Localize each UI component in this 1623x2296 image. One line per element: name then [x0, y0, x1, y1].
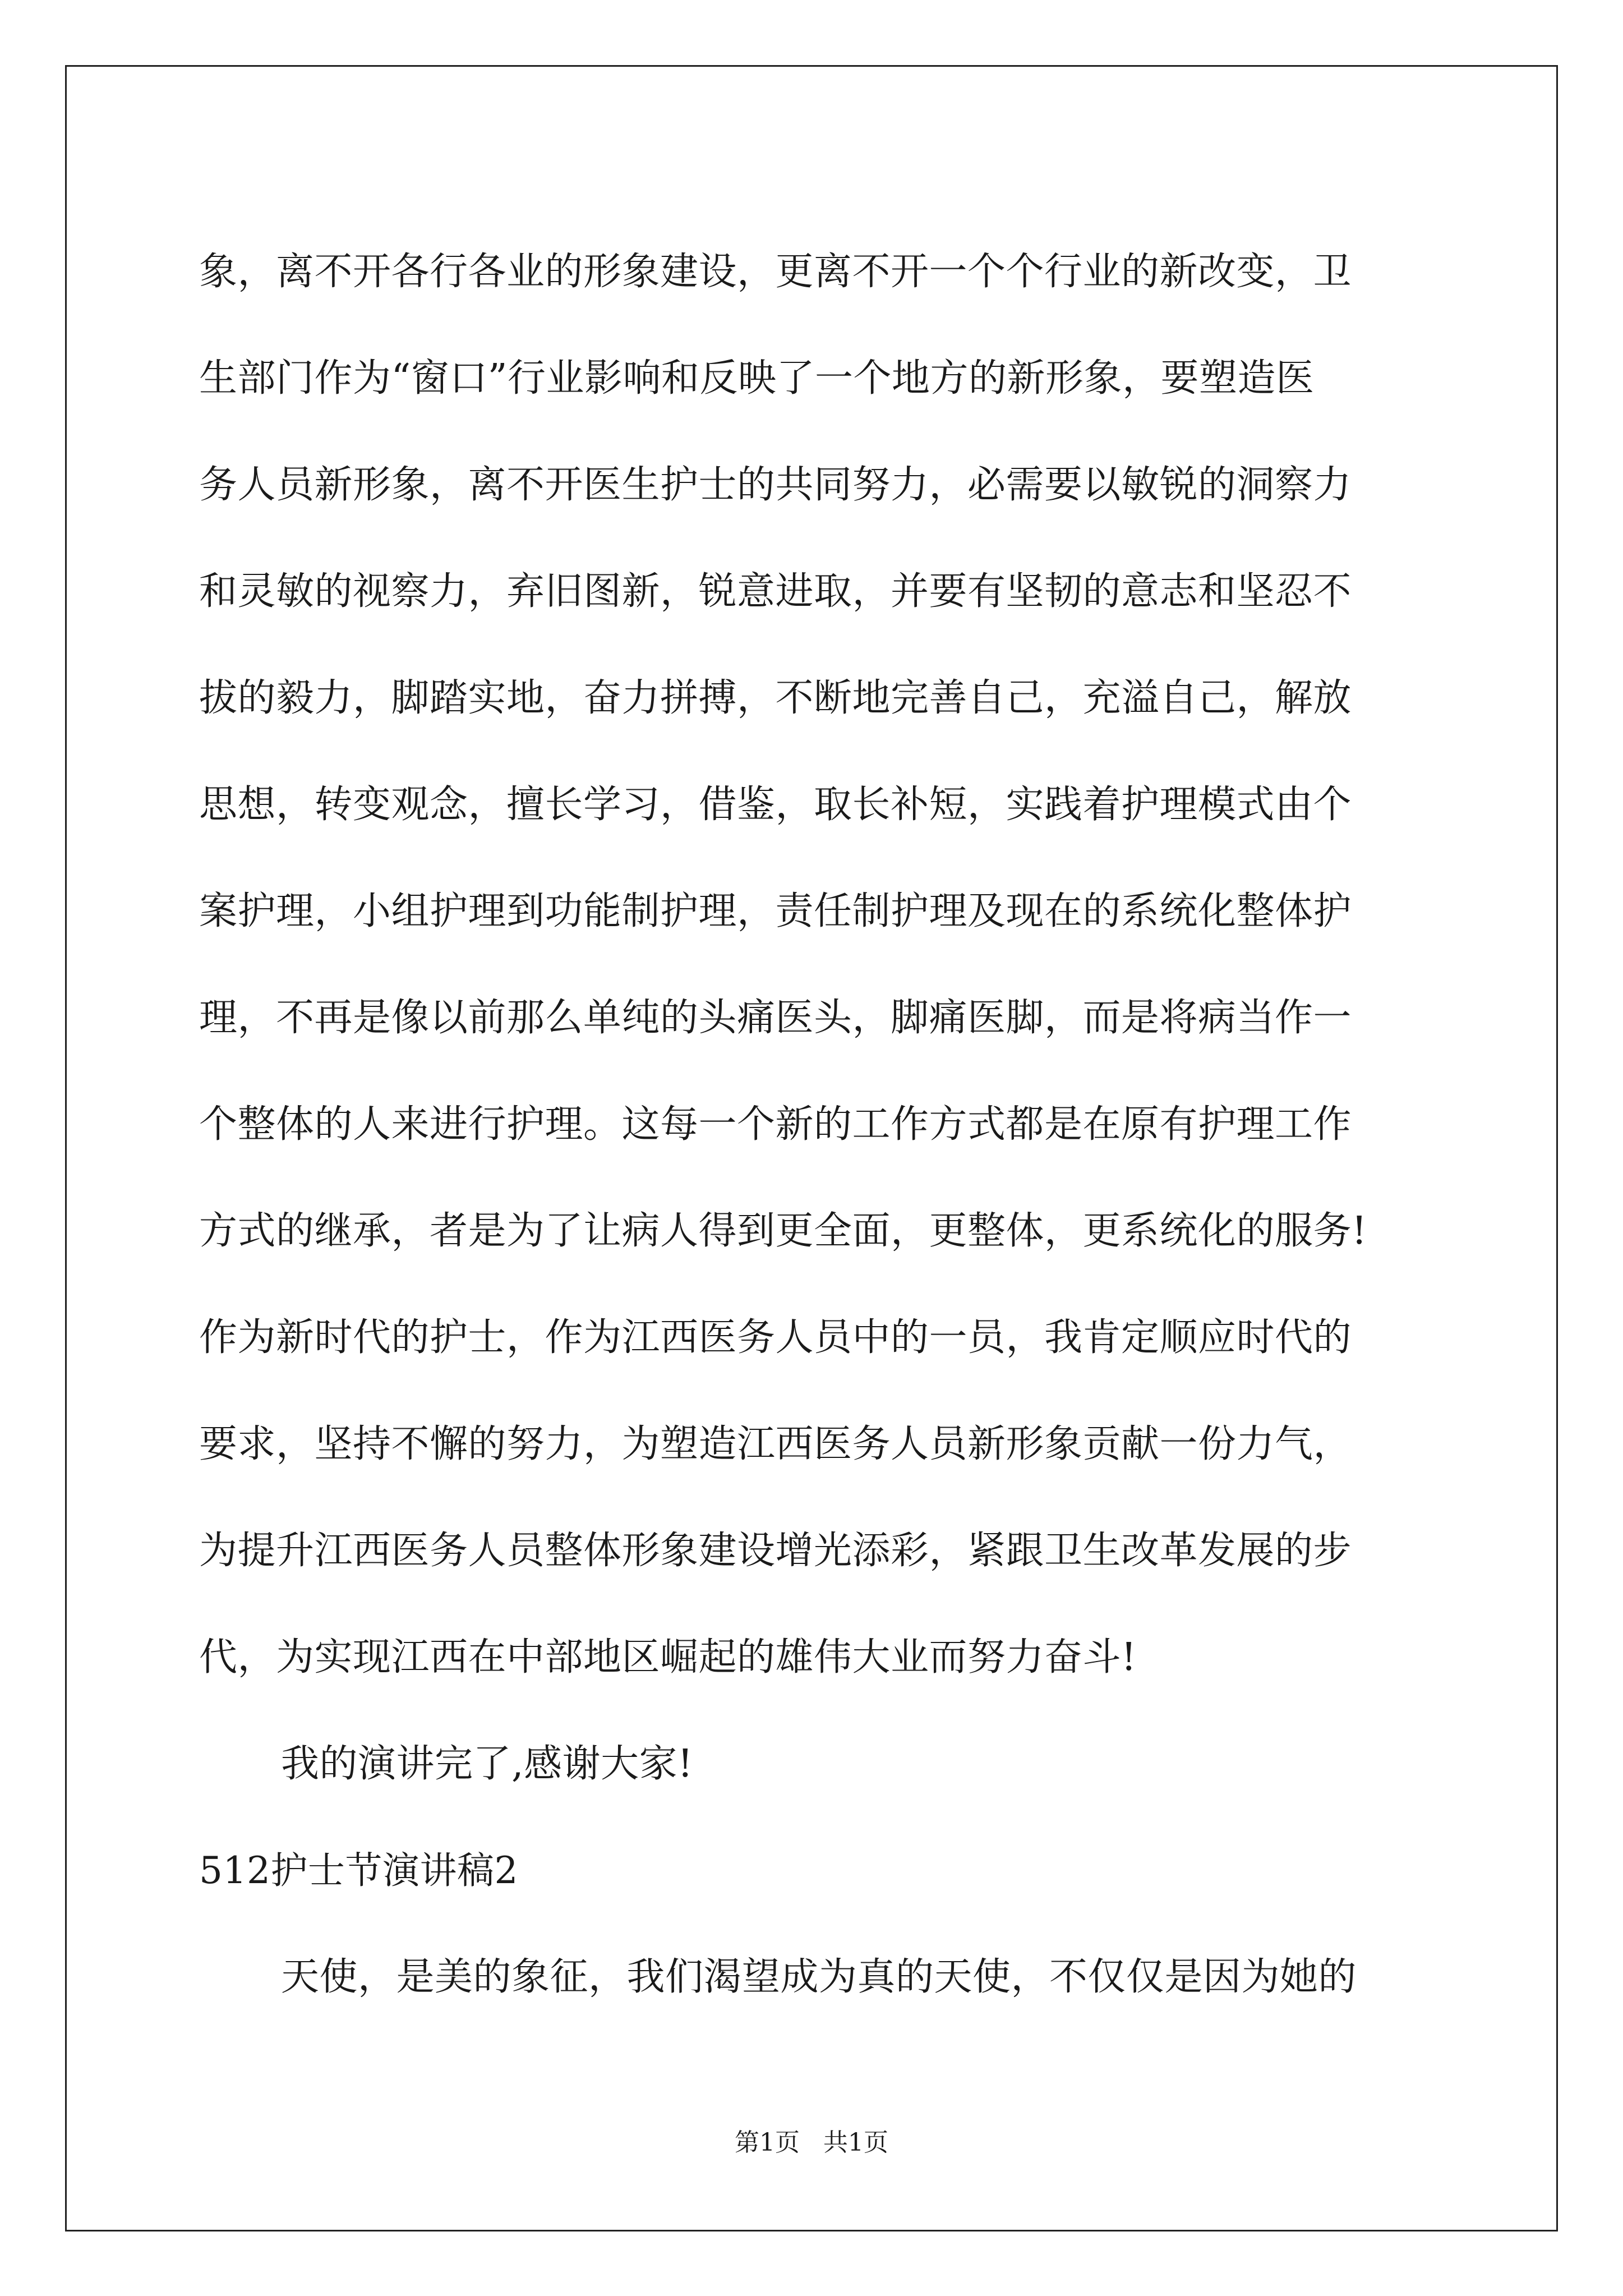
- text-line: 思想，转变观念，擅长学习，借鉴，取长补短，实践着护理模式由个: [199, 783, 1352, 827]
- text-line: 个整体的人来进行护理。这每一个新的工作方式都是在原有护理工作: [199, 1102, 1352, 1147]
- text-line: 案护理，小组护理到功能制护理，责任制护理及现在的系统化整体护: [199, 889, 1352, 933]
- text-line: 和灵敏的视察力，弃旧图新，锐意进取，并要有坚韧的意志和坚忍不: [199, 569, 1352, 614]
- text-line: 生部门作为“窗口”行业影响和反映了一个地方的新形象，要塑造医: [199, 356, 1315, 401]
- text-line: 拔的毅力，脚踏实地，奋力拼搏，不断地完善自己，充溢自己，解放: [199, 676, 1352, 720]
- page-footer: 第1页 共1页: [735, 2128, 888, 2157]
- paragraph-start: 天使，是美的象征，我们渴望成为真的天使，不仅仅是因为她的: [281, 1955, 1357, 1999]
- document-body: [199, 219, 1433, 2031]
- text-line: 象，离不开各行各业的形象建设，更离不开一个个行业的新改变，卫: [199, 250, 1352, 294]
- text-line: 方式的继承，者是为了让病人得到更全面，更整体，更系统化的服务!: [199, 1209, 1367, 1253]
- text-line: 代，为实现江西在中部地区崛起的雄伟大业而努力奋斗!: [199, 1635, 1137, 1680]
- text-line: 务人员新形象，离不开医生护士的共同努力，必需要以敏锐的洞察力: [199, 463, 1352, 507]
- text-line: 理，不再是像以前那么单纯的头痛医头，脚痛医脚，而是将病当作一: [199, 996, 1352, 1040]
- text-line: 要求，坚持不懈的努力，为塑造江西医务人员新形象贡献一份力气，: [199, 1422, 1352, 1466]
- closing-line: 我的演讲完了,感谢大家!: [281, 1742, 693, 1786]
- section-heading: 512护士节演讲稿2: [199, 1849, 518, 1892]
- text-line: 作为新时代的护士，作为江西医务人员中的一员，我肯定顺应时代的: [199, 1315, 1352, 1360]
- text-line: 为提升江西医务人员整体形象建设增光添彩，紧跟卫生改革发展的步: [199, 1529, 1352, 1573]
